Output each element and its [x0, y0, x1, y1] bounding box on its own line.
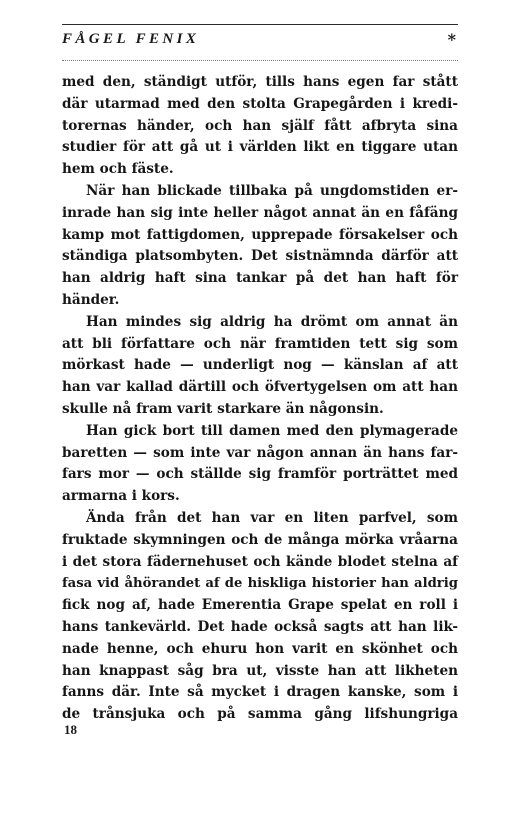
text-line: i det stora fädernehuset och kände blodet stelna af [62, 553, 458, 570]
text-line: mörkast hade — underligt nog — känslan af att [62, 357, 458, 374]
page-header [62, 24, 458, 64]
text-line: han var kallad därtill och öfvertygelsen om att han [62, 379, 458, 396]
text-line: ständiga platsombyten. Det sistnämnda därför att [62, 248, 458, 265]
header-top-rule [62, 24, 458, 25]
text-line: hans tankevärld. Det hade också sagts att han lik- [62, 618, 458, 635]
text-line: fars mor — och ställde sig framför porträttet med [62, 466, 458, 483]
paragraph-start-line: Ända från det han var en liten parfvel, som [86, 509, 458, 526]
text-line: armarna i kors. [62, 488, 180, 505]
text-line: torernas händer, och han själf fått afbryta sina [62, 117, 458, 134]
text-line: baretten — som inte var någon annan än hans far- [62, 444, 458, 461]
text-line: fanns där. Inte så mycket i dragen kanske, som i [62, 684, 458, 701]
text-line: de trånsjuka och på samma gång lifshungriga [62, 706, 458, 723]
paragraph-start-line: Han mindes sig aldrig ha drömt om annat än [86, 313, 458, 330]
text-line: skulle nå fram varit starkare än någonsin. [62, 400, 384, 417]
text-line: att bli författare och när framtiden tett sig som [62, 335, 458, 352]
asterisk-icon: * [447, 30, 456, 49]
page-number: 18 [64, 722, 77, 737]
text-line: han aldrig haft sina tankar på det han haft för [62, 270, 458, 287]
text-line: fasa vid åhörandet af de hiskliga historier han aldrig [62, 576, 458, 592]
text-line: han knappast såg bra ut, visste han att likheten [62, 662, 458, 679]
paragraph-start-line: Han gick bort till damen med den plymagerade [86, 422, 458, 439]
text-line: fruktade skymningen och de många mörka vråarna [62, 531, 458, 548]
text-line: med den, ständigt utför, tills hans egen far stått [62, 74, 458, 90]
text-line: inrade han sig inte heller något annat än en fåfäng [62, 204, 458, 221]
text-line: hem och fäste. [62, 161, 174, 178]
body-text [62, 72, 458, 726]
paragraph-start-line: När han blickade tillbaka på ungdomstiden er- [86, 182, 458, 199]
text-line: kamp mot fattigdomen, upprepade försakelser och [62, 226, 458, 243]
text-line: nade henne, och ehuru hon varit en skönhet och [62, 640, 458, 657]
running-head: FÅGEL FENIX [62, 31, 200, 47]
text-line: där utarmad med den stolta Grapegården i kredi- [62, 95, 458, 112]
header-bottom-rule [62, 60, 458, 61]
text-line: fick nog af, hade Emerentia Grape spelat en roll i [62, 597, 458, 614]
text-line: studier för att gå ut i världen likt en tiggare utan [62, 139, 458, 156]
text-line: händer. [62, 291, 120, 308]
